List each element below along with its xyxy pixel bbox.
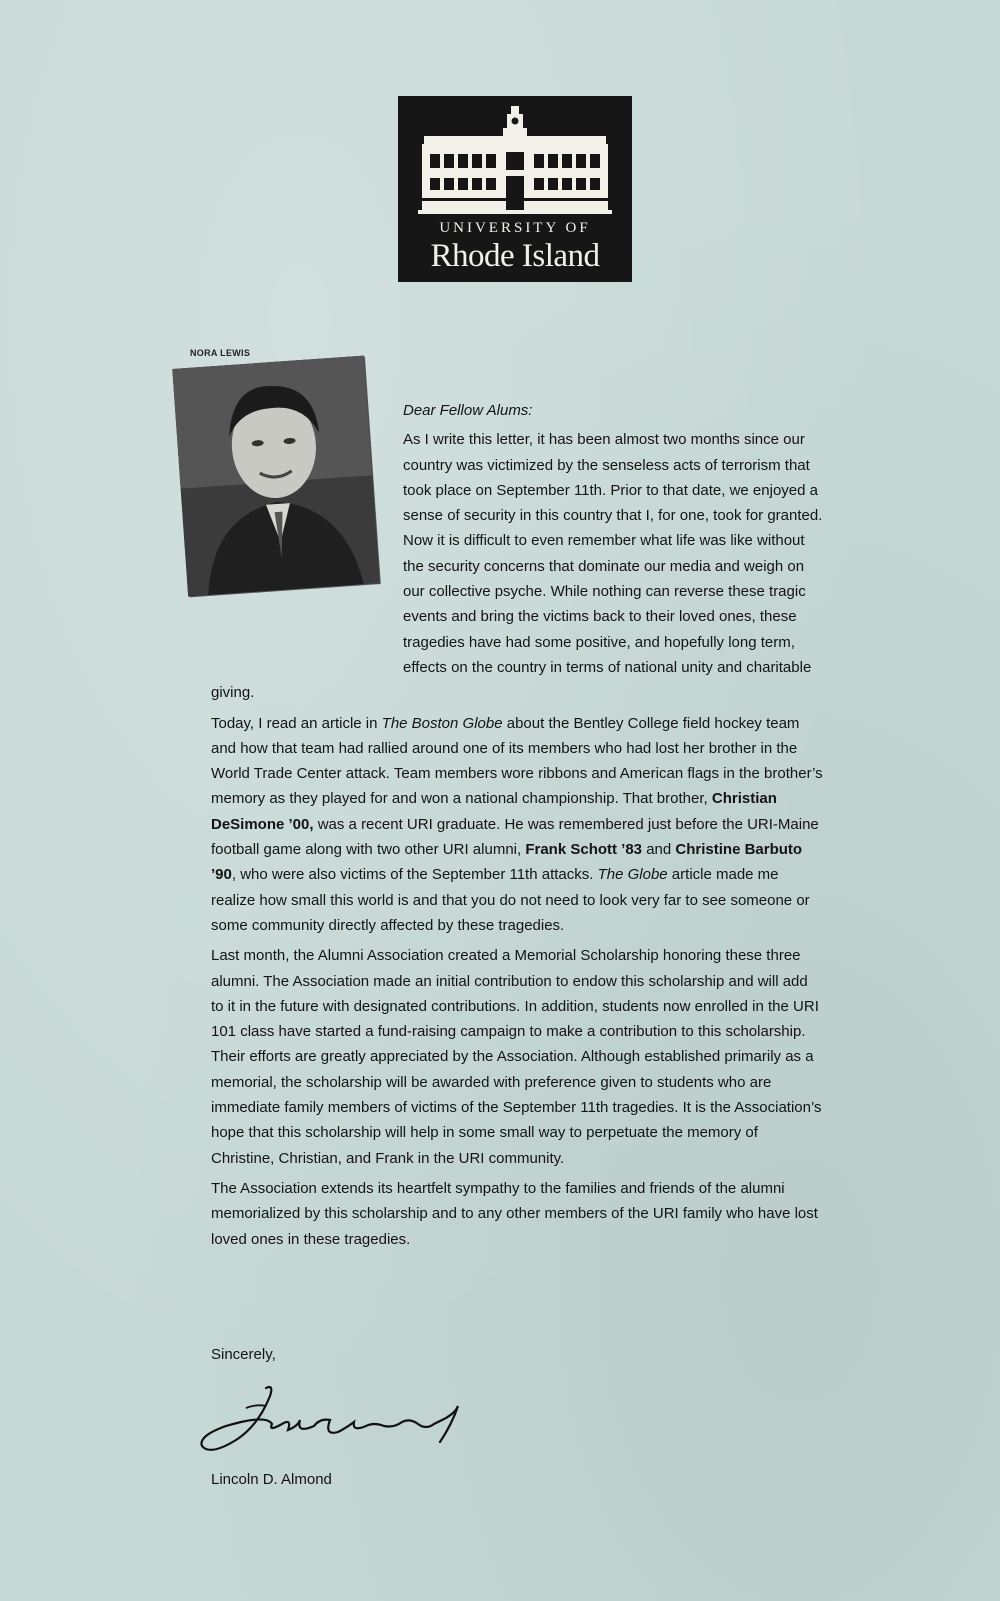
italic-title: The Boston Globe	[381, 714, 503, 732]
paragraph-text: about the Bentley College field hockey team and how that team had rallied around one of its members who had lost her brother in the World Trade Center attack. Team members wore ribbons and American flags in the brother’s memory as they played for and won a national championship. That brother,	[211, 714, 823, 808]
handwritten-signature	[196, 1378, 486, 1458]
paragraph-text: As I write this letter, it has been almost two months since our country was victimized by the senseless acts of terrorism that took place on September 11th. Prior to that date, we enjoyed a sense of security in this country that I, for one, took for granted. Now it is difficult to even remember what life was like without the security concerns that dominate our media and weigh on our collective psyche. While nothing can reverse these tragic events and bring the victims back to their loved ones, these tragedies have had some positive, and hopefully long term, effects on the country in terms of national unity and charitable giving.	[211, 431, 823, 702]
closing: Sincerely,	[211, 1346, 276, 1363]
photo-credit: NORA LEWIS	[190, 348, 251, 358]
salutation: Dear Fellow Alums:	[403, 402, 533, 419]
paragraph-text: article made me realize how small this world is and that you do not need to look very far to see someone or some community directly affected by these tragedies.	[211, 866, 810, 934]
letter-body	[211, 398, 823, 1257]
logo-line-rhode-island: Rhode Island	[430, 238, 600, 274]
paragraph-text: Last month, the Alumni Association created a Memorial Scholarship honoring these three alumni. The Association made an initial contribution to endow this scholarship and will add to it in the future with designated contributions. In addition, students now enrolled in the URI 101 class have started a fund-raising campaign to make a contribution to this scholarship. Their efforts are greatly appreciated by the Association. Although established primarily as a memorial, the scholarship will be awarded with preference given to students who are immediate family members of victims of the September 11th tragedies. It is the Association’s hope that this scholarship will help in some small way to perpetuate the memory of Christine, Christian, and Frank in the URI community.	[211, 947, 822, 1167]
university-logo	[398, 96, 632, 282]
bold-name: Christian DeSimone ’00,	[211, 790, 777, 833]
logo-line-university-of: UNIVERSITY OF	[439, 220, 591, 236]
letter-paragraph	[211, 1176, 823, 1252]
paragraph-text: , who were also victims of the September 11th attacks.	[231, 866, 598, 884]
signer-name: Lincoln D. Almond	[211, 1471, 332, 1488]
italic-title: The Globe	[597, 866, 668, 884]
paragraph-text: was a recent URI graduate. He was remembered just before the URI-Maine football game along with two other URI alumni,	[211, 815, 819, 859]
paragraph-text: and	[642, 841, 676, 859]
building-icon	[418, 104, 612, 216]
paragraph-text: The Association extends its heartfelt sympathy to the families and friends of the alumni memorialized by this scholarship and to any other members of the URI family who have lost loved ones in these tragedies.	[211, 1179, 818, 1248]
letter-paragraph	[211, 711, 823, 939]
bold-name: Frank Schott ’83	[525, 841, 643, 859]
paragraph-text: Today, I read an article in	[211, 714, 382, 732]
letter-paragraph	[211, 943, 823, 1171]
bold-name: Christine Barbuto ’90	[211, 841, 803, 884]
